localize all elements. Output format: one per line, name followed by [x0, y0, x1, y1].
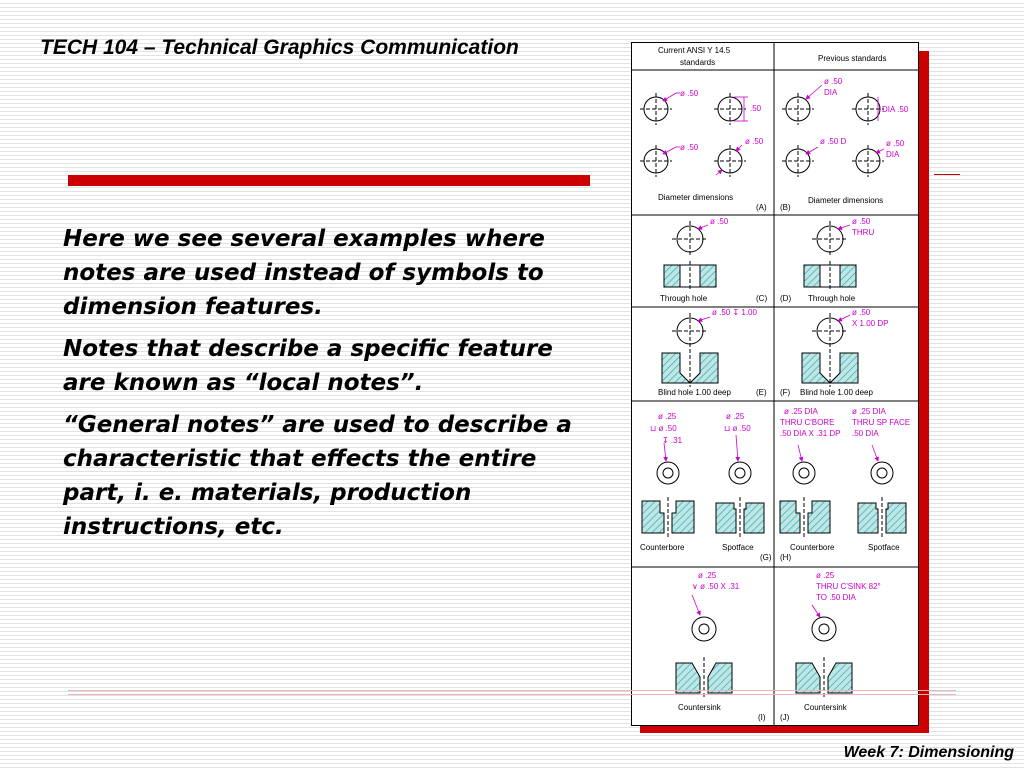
b-caption: Diameter dimensions: [808, 196, 884, 205]
b-note-4b: DIA: [886, 150, 900, 159]
h-cb-1: ø .25 DIA: [784, 407, 818, 416]
cell-f: [780, 308, 888, 397]
a-note-4: ø .50: [745, 137, 764, 146]
a-caption: Diameter dimensions: [658, 193, 734, 202]
c-caption: Through hole: [660, 294, 708, 303]
b-note-1a: ø .50: [824, 77, 843, 86]
j-caption: Countersink: [804, 703, 847, 712]
footer-rule-2: [68, 694, 956, 695]
a-tag: (A): [756, 203, 767, 212]
b-note-4a: ø .50: [886, 139, 905, 148]
title-underline-bar: [68, 175, 590, 186]
h-cb-3: .50 DIA X .31 DP: [780, 429, 841, 438]
a-note-2: .50: [750, 104, 762, 113]
b-tag: (B): [780, 203, 791, 212]
paragraph-2: Notes that describe a specific feature are known as “local notes”.: [63, 336, 553, 396]
i-tag: (I): [758, 713, 766, 722]
i-note-2: ∨ ø .50 X .31: [692, 582, 740, 591]
e-tag: (E): [756, 388, 767, 397]
h-caption-2: Spotface: [868, 543, 900, 552]
header-current-line2: standards: [680, 58, 716, 67]
f-note-2: X 1.00 DP: [852, 319, 889, 328]
g-sf-1: ø .25: [726, 412, 745, 421]
dimensioning-figure: [632, 43, 918, 725]
accent-line: [934, 174, 960, 175]
f-note-1: ø .50: [852, 308, 871, 317]
cell-c: [660, 217, 767, 303]
c-note: ø .50: [710, 217, 729, 226]
e-caption: Blind hole 1.00 deep: [658, 388, 731, 397]
b-note-3: ø .50 D: [820, 137, 847, 146]
cell-a: [640, 89, 767, 212]
cell-h: [780, 407, 910, 562]
f-tag: (F): [780, 388, 791, 397]
d-note-1: ø .50: [852, 217, 871, 226]
cell-j: [780, 571, 881, 722]
g-tag: (G): [760, 553, 772, 562]
j-note-2: THRU C'SINK 82°: [816, 582, 881, 591]
j-tag: (J): [780, 713, 790, 722]
slide-footer: Week 7: Dimensioning: [843, 744, 1014, 761]
b-note-2: DIA .50: [882, 105, 909, 114]
b-note-1b: DIA: [824, 88, 838, 97]
cell-d: [780, 217, 874, 303]
footer-rule: [68, 690, 956, 691]
g-sf-2: ⊔ ø .50: [724, 424, 751, 433]
cell-b: [780, 77, 909, 212]
figure-drawing: [632, 43, 918, 725]
d-note-2: THRU: [852, 228, 875, 237]
h-cb-2: THRU C'BORE: [780, 418, 835, 427]
e-note: ø .50 ↧ 1.00: [712, 308, 757, 317]
slide-title: TECH 104 – Technical Graphics Communication: [40, 36, 519, 59]
g-cb-2: ⊔ ø .50: [650, 424, 677, 433]
h-sf-2: THRU SP FACE: [852, 418, 911, 427]
d-tag: (D): [780, 294, 792, 303]
h-tag: (H): [780, 553, 792, 562]
a-note-1: ø .50: [680, 89, 699, 98]
figure-grid: [632, 43, 918, 725]
cell-i: [676, 571, 766, 722]
j-note-1: ø .25: [816, 571, 835, 580]
paragraph-3: “General notes” are used to describe a characteristic that effects the entire part, i. e. materials, production instructions, etc.: [63, 412, 572, 540]
c-tag: (C): [756, 294, 768, 303]
paragraph-1: Here we see several examples where notes are used instead of symbols to dimension features.: [63, 226, 545, 320]
i-caption: Countersink: [678, 703, 721, 712]
f-caption: Blind hole 1.00 deep: [800, 388, 873, 397]
g-cb-3: ↧ .31: [662, 436, 683, 445]
header-current-line1: Current ANSI Y 14.5: [658, 46, 731, 55]
h-sf-3: .50 DIA: [852, 429, 879, 438]
cell-e: [658, 308, 767, 397]
g-caption-2: Spotface: [722, 543, 754, 552]
g-caption-1: Counterbore: [640, 543, 685, 552]
a-note-3: ø .50: [680, 143, 699, 152]
cell-g: [640, 412, 772, 562]
i-note-1: ø .25: [698, 571, 717, 580]
j-note-3: TO .50 DIA: [816, 593, 856, 602]
slide-body: [63, 222, 593, 552]
h-sf-1: ø .25 DIA: [852, 407, 886, 416]
g-cb-1: ø .25: [658, 412, 677, 421]
d-caption: Through hole: [808, 294, 856, 303]
h-caption-1: Counterbore: [790, 543, 835, 552]
header-previous: Previous standards: [818, 54, 887, 63]
